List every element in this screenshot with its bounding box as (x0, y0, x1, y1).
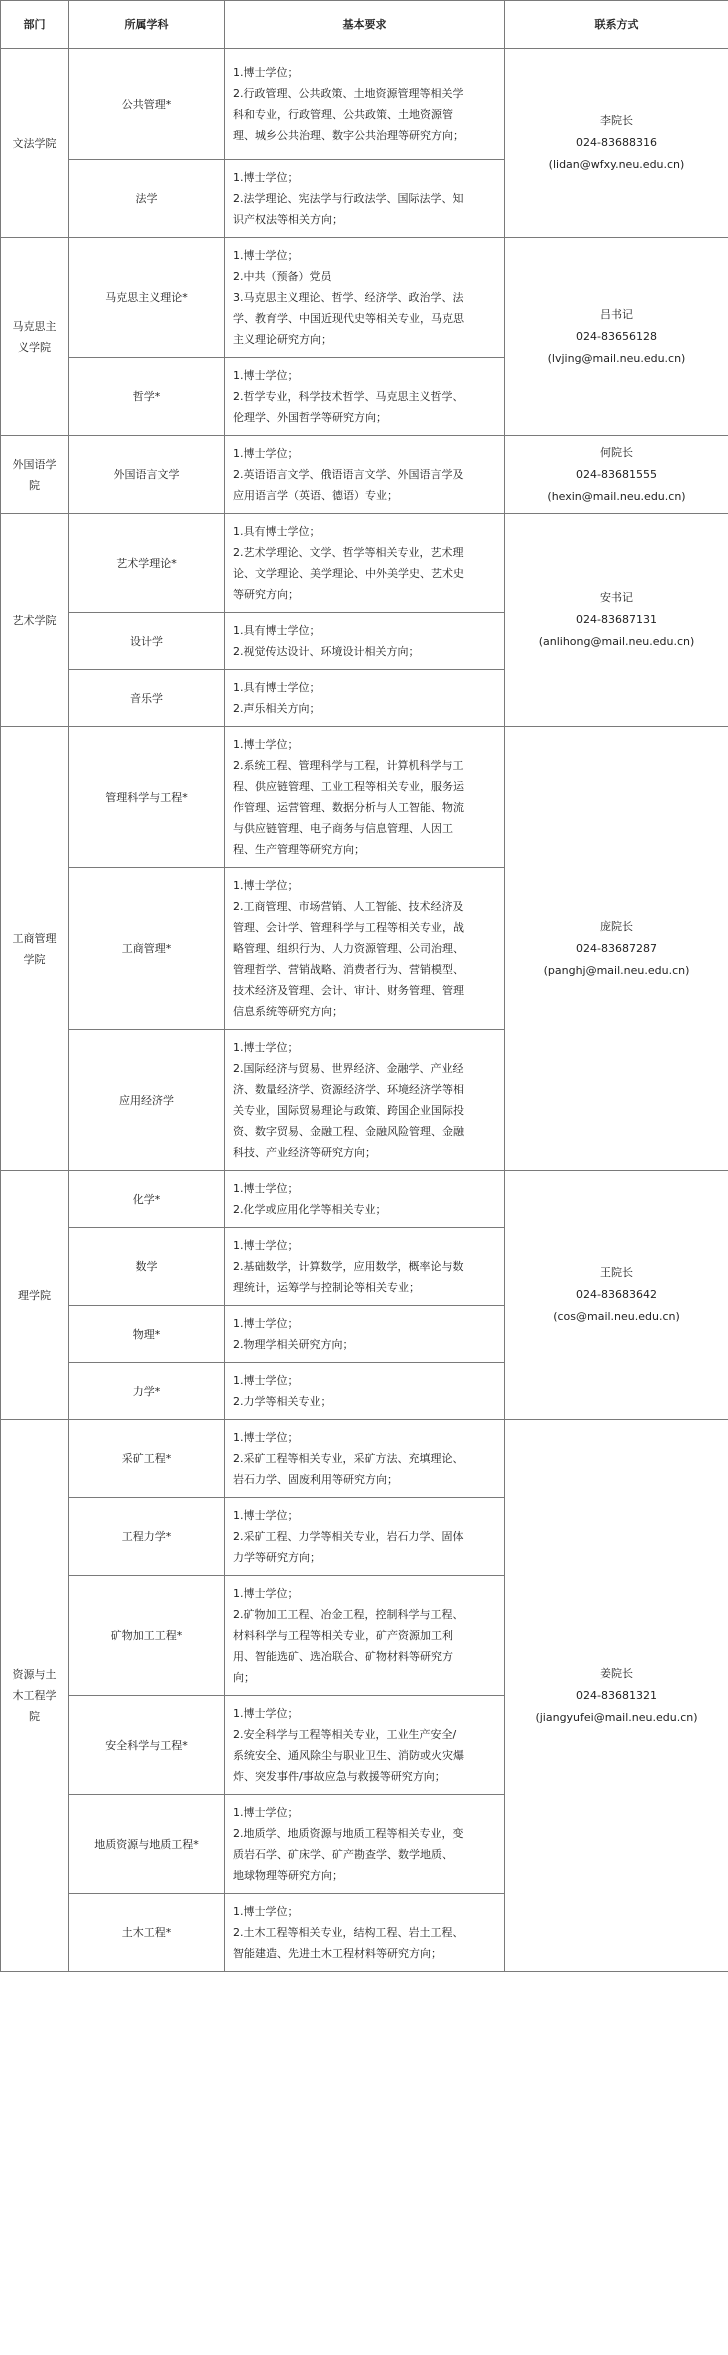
requirements-cell (225, 514, 505, 613)
requirement-line: 智能建造、先进土木工程材料等研究方向； (233, 1947, 442, 1960)
requirement-line: 1.博士学位； (233, 369, 299, 382)
requirements-cell (225, 1420, 505, 1498)
requirements-cell (225, 1696, 505, 1795)
requirement-line: 管理、会计学、管理科学与工程等相关专业，战 (233, 921, 464, 934)
requirement-line: 理统计，运筹学与控制论等相关专业； (233, 1281, 420, 1294)
header-requirements: 基本要求 (225, 1, 505, 49)
department-name-line: 学院 (23, 952, 46, 966)
table-row (1, 514, 728, 613)
requirements-cell (225, 670, 505, 727)
subject-cell: 法学 (69, 160, 225, 238)
contact-cell (505, 1420, 728, 1972)
department-name (1, 727, 69, 1171)
requirements-cell (225, 1498, 505, 1576)
table-row (1, 49, 728, 160)
contact-phone: 024-83681321 (576, 1688, 657, 1702)
contact-cell (505, 727, 728, 1171)
requirement-line: 2.法学理论、宪法学与行政法学、国际法学、知 (233, 192, 464, 205)
requirement-line: 2.力学等相关专业； (233, 1395, 332, 1408)
requirement-line: 信息系统等研究方向； (233, 1005, 343, 1018)
contact-person: 庞院长 (600, 919, 633, 933)
contact-email: (hexin@mail.neu.edu.cn) (547, 489, 686, 503)
subject-cell: 矿物加工工程* (69, 1576, 225, 1696)
requirement-line: 2.矿物加工工程、冶金工程，控制科学与工程、 (233, 1608, 464, 1621)
requirement-line: 1.博士学位； (233, 447, 299, 460)
department-name-line: 理学院 (18, 1288, 51, 1302)
requirement-line: 1.博士学位； (233, 249, 299, 262)
requirement-line: 2.声乐相关方向； (233, 702, 321, 715)
header-contact: 联系方式 (505, 1, 728, 49)
department-name-line: 文法学院 (12, 136, 57, 150)
contact-email: (panghj@mail.neu.edu.cn) (543, 963, 690, 977)
requirement-line: 应用语言学（英语、德语）专业； (233, 489, 398, 502)
requirement-line: 与供应链管理、电子商务与信息管理、人因工 (233, 822, 453, 835)
requirement-line: 学、教育学、中国近现代史等相关专业，马克思 (233, 312, 464, 325)
requirement-line: 管理哲学、营销战略、消费者行为、营销模型、 (233, 963, 464, 976)
requirement-line: 2.土木工程等相关专业，结构工程、岩土工程、 (233, 1926, 464, 1939)
department-name (1, 436, 69, 514)
contact-cell (505, 436, 728, 514)
requirement-line: 1.具有博士学位； (233, 525, 321, 538)
requirement-line: 1.博士学位； (233, 1317, 299, 1330)
requirement-line: 关专业，国际贸易理论与政策、跨国企业国际投 (233, 1104, 464, 1117)
contact-email: (jiangyufei@mail.neu.edu.cn) (535, 1710, 698, 1724)
requirement-line: 2.哲学专业，科学技术哲学、马克思主义哲学、 (233, 390, 464, 403)
requirement-line: 3.马克思主义理论、哲学、经济学、政治学、法 (233, 291, 464, 304)
subject-cell: 物理* (69, 1306, 225, 1363)
requirement-line: 2.中共（预备）党员 (233, 270, 332, 283)
department-name-line: 艺术学院 (12, 613, 57, 627)
requirement-line: 2.化学或应用化学等相关专业； (233, 1203, 387, 1216)
contact-cell (505, 238, 728, 436)
requirement-line: 2.地质学、地质资源与地质工程等相关专业，变 (233, 1827, 464, 1840)
contact-person: 王院长 (600, 1266, 633, 1279)
requirement-line: 伦理学、外国哲学等研究方向； (233, 411, 387, 424)
subject-cell: 化学* (69, 1171, 225, 1228)
contact-phone: 024-83656128 (576, 329, 657, 343)
department-name (1, 514, 69, 727)
table-body (1, 49, 728, 1972)
requirement-line: 1.博士学位； (233, 1587, 299, 1600)
contact-phone: 024-83681555 (576, 467, 657, 481)
department-name-line: 院 (29, 478, 40, 492)
requirements-cell (225, 1171, 505, 1228)
requirements-cell (225, 160, 505, 238)
requirement-line: 科和专业，行政管理、公共政策、土地资源管 (233, 108, 453, 121)
requirement-line: 识产权法等相关方向； (233, 213, 343, 226)
requirement-line: 力学等研究方向； (233, 1551, 321, 1564)
requirement-line: 程、生产管理等研究方向； (233, 843, 365, 856)
requirement-line: 程、供应链管理、工业工程等相关专业，服务运 (233, 780, 464, 793)
requirement-line: 2.基础数学，计算数学，应用数学，概率论与数 (233, 1260, 464, 1273)
requirement-line: 岩石力学、固废利用等研究方向； (233, 1473, 398, 1486)
requirement-line: 2.采矿工程、力学等相关专业，岩石力学、固体 (233, 1530, 464, 1543)
requirement-line: 1.博士学位； (233, 1431, 299, 1444)
requirement-line: 1.博士学位； (233, 1509, 299, 1522)
requirement-line: 1.具有博士学位； (233, 624, 321, 637)
subject-cell: 设计学 (69, 613, 225, 670)
table-row (1, 1171, 728, 1228)
subject-cell: 公共管理* (69, 49, 225, 160)
requirements-cell (225, 1894, 505, 1972)
table-row (1, 727, 728, 868)
subject-cell: 安全科学与工程* (69, 1696, 225, 1795)
header-department: 部门 (1, 1, 69, 49)
requirements-cell (225, 727, 505, 868)
department-name (1, 49, 69, 238)
requirement-line: 1.博士学位； (233, 66, 299, 79)
requirements-cell (225, 1576, 505, 1696)
requirements-cell (225, 868, 505, 1030)
requirement-line: 材料科学与工程等相关专业，矿产资源加工利 (233, 1629, 453, 1642)
contact-cell (505, 514, 728, 727)
contact-person: 吕书记 (600, 307, 633, 321)
requirement-line: 略管理、组织行为、人力资源管理、公司治理、 (233, 942, 464, 955)
subject-cell: 土木工程* (69, 1894, 225, 1972)
requirement-line: 1.博士学位； (233, 738, 299, 751)
requirement-line: 技术经济及管理、会计、审计、财务管理、管理 (233, 984, 464, 997)
requirement-line: 等研究方向； (233, 588, 299, 601)
table-row (1, 238, 728, 358)
requirements-cell (225, 1363, 505, 1420)
subject-cell: 音乐学 (69, 670, 225, 727)
contact-email: (lvjing@mail.neu.edu.cn) (547, 351, 686, 365)
subject-cell: 工程力学* (69, 1498, 225, 1576)
subject-cell: 艺术学理论* (69, 514, 225, 613)
contact-phone: 024-83687287 (576, 941, 657, 955)
subject-cell: 哲学* (69, 358, 225, 436)
header-subject: 所属学科 (69, 1, 225, 49)
requirement-line: 向； (233, 1671, 255, 1684)
department-name-line: 马克思主 (12, 319, 57, 333)
requirement-line: 主义理论研究方向； (233, 333, 332, 346)
contact-email: (anlihong@mail.neu.edu.cn) (538, 635, 695, 648)
department-name (1, 1171, 69, 1420)
requirements-cell (225, 436, 505, 514)
subject-cell: 力学* (69, 1363, 225, 1420)
department-name-line: 院 (29, 1710, 40, 1723)
header-row (1, 1, 728, 49)
subject-cell: 工商管理* (69, 868, 225, 1030)
subject-cell: 采矿工程* (69, 1420, 225, 1498)
department-name-line: 木工程学 (12, 1689, 57, 1702)
contact-person: 何院长 (600, 445, 633, 459)
requirements-cell (225, 238, 505, 358)
requirement-line: 1.博士学位； (233, 879, 299, 892)
contact-cell (505, 49, 728, 238)
requirements-cell (225, 49, 505, 160)
requirement-line: 科技、产业经济等研究方向； (233, 1146, 376, 1159)
contact-phone: 024-83688316 (576, 136, 657, 149)
requirement-line: 2.安全科学与工程等相关专业，工业生产安全/ (233, 1728, 457, 1741)
requirements-cell (225, 1306, 505, 1363)
requirement-line: 资、数字贸易、金融工程、金融风险管理、金融 (233, 1125, 464, 1138)
requirement-line: 作管理、运营管理、数据分析与人工智能、物流 (233, 801, 464, 814)
requirement-line: 2.艺术学理论、文学、哲学等相关专业，艺术理 (233, 546, 464, 559)
requirement-line: 1.博士学位； (233, 171, 299, 184)
subject-cell: 外国语言文学 (69, 436, 225, 514)
requirement-line: 济、数量经济学、资源经济学、环境经济学等相 (233, 1083, 464, 1096)
contact-email: (cos@mail.neu.edu.cn) (553, 1310, 680, 1323)
requirement-line: 2.行政管理、公共政策、土地资源管理等相关学 (233, 87, 464, 100)
contact-person: 安书记 (600, 591, 633, 604)
requirement-line: 1.博士学位； (233, 1707, 299, 1720)
requirement-line: 1.博士学位； (233, 1374, 299, 1387)
requirements-cell (225, 358, 505, 436)
requirement-line: 质岩石学、矿床学、矿产勘查学、数学地质、 (233, 1848, 453, 1861)
requirements-cell (225, 1228, 505, 1306)
department-name (1, 1420, 69, 1972)
department-name-line: 义学院 (18, 340, 51, 354)
table-row (1, 436, 728, 514)
requirement-line: 2.英语语言文学、俄语语言文学、外国语言学及 (233, 468, 464, 481)
requirement-line: 1.博士学位； (233, 1182, 299, 1195)
requirement-line: 炸、突发事件/事故应急与救援等研究方向； (233, 1770, 446, 1783)
contact-phone: 024-83683642 (576, 1288, 657, 1301)
requirements-cell (225, 613, 505, 670)
subject-cell: 地质资源与地质工程* (69, 1795, 225, 1894)
requirements-cell (225, 1795, 505, 1894)
contact-phone: 024-83687131 (576, 613, 657, 626)
requirement-line: 1.博士学位； (233, 1239, 299, 1252)
contact-cell (505, 1171, 728, 1420)
department-name-line: 资源与土 (12, 1668, 57, 1681)
requirement-line: 2.系统工程、管理科学与工程，计算机科学与工 (233, 759, 464, 772)
requirement-line: 2.物理学相关研究方向； (233, 1338, 354, 1351)
requirement-line: 1.博士学位； (233, 1041, 299, 1054)
contact-person: 姜院长 (600, 1666, 633, 1680)
subject-cell: 管理科学与工程* (69, 727, 225, 868)
contact-email: (lidan@wfxy.neu.edu.cn) (548, 158, 685, 171)
subject-cell: 数学 (69, 1228, 225, 1306)
requirement-line: 2.国际经济与贸易、世界经济、金融学、产业经 (233, 1062, 464, 1075)
subject-cell: 马克思主义理论* (69, 238, 225, 358)
department-name-line: 外国语学 (12, 457, 57, 471)
requirement-line: 2.视觉传达设计、环境设计相关方向； (233, 645, 420, 658)
requirement-line: 1.具有博士学位； (233, 681, 321, 694)
requirement-line: 1.博士学位； (233, 1806, 299, 1819)
requirements-cell (225, 1030, 505, 1171)
contact-person: 李院长 (600, 114, 633, 127)
requirement-line: 系统安全、通风除尘与职业卫生、消防或火灾爆 (233, 1749, 464, 1762)
requirement-line: 2.采矿工程等相关专业，采矿方法、充填理论、 (233, 1452, 464, 1465)
requirement-line: 2.工商管理、市场营销、人工智能、技术经济及 (233, 900, 464, 913)
requirement-line: 1.博士学位； (233, 1905, 299, 1918)
requirement-line: 论、文学理论、美学理论、中外美学史、艺术史 (233, 567, 464, 580)
requirement-line: 理、城乡公共治理、数字公共治理等研究方向； (233, 129, 464, 142)
subject-cell: 应用经济学 (69, 1030, 225, 1171)
department-name-line: 工商管理 (12, 931, 57, 945)
department-name (1, 238, 69, 436)
requirement-line: 用、智能选矿、选冶联合、矿物材料等研究方 (233, 1650, 453, 1663)
requirement-line: 地球物理等研究方向； (233, 1869, 343, 1882)
table-row (1, 1420, 728, 1498)
